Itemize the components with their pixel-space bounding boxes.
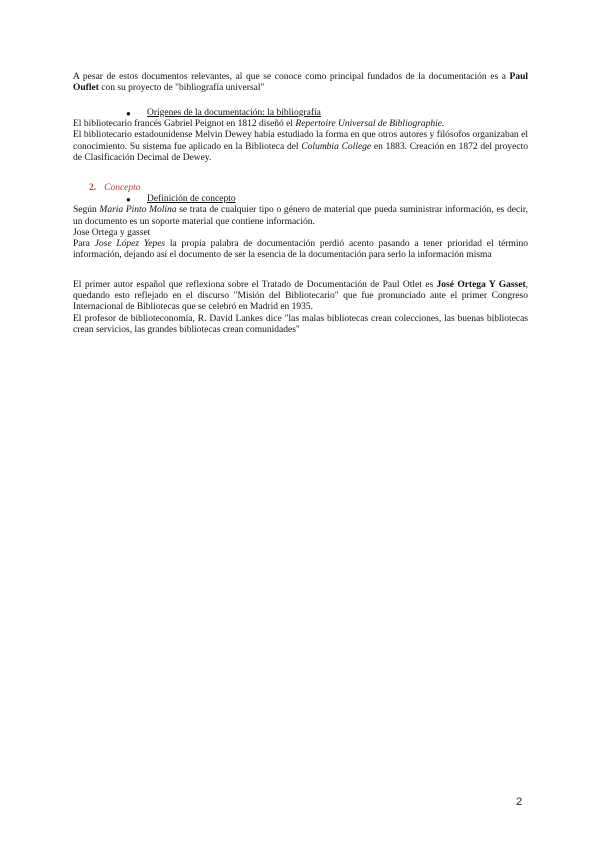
concepto-heading [73, 183, 528, 194]
definition-text: se trata de cualquier tipo o género de material que pueda suministrar información, es decir, un documento es un soporte material que contiene información. [73, 205, 529, 227]
page-number: 2 [516, 796, 523, 808]
ortega-line: Jose Ortega y gasset [73, 227, 151, 238]
peignot-text: El bibliotecario francés Gabriel Peignot en 1812 diseñó el [73, 119, 296, 130]
lopez-yepes-paragraph [73, 239, 528, 261]
intro-paragraph [73, 72, 528, 94]
columbia-college: Columbia College [301, 141, 372, 152]
repertoire-title: Repertoire Universal de Bibliographie. [295, 119, 445, 130]
ortega-text: El primer autor español que reflexiona sobre el Tratado de Documentación de Paul Otlet es [73, 280, 437, 290]
origenes-title: Orígenes de la documentación: la bibliografía [147, 108, 321, 118]
bullet-icon: ● [126, 109, 131, 118]
heading-number: 2. [89, 183, 97, 193]
concepto-section [73, 183, 528, 261]
peignot-line [73, 119, 528, 130]
pinto-molina-name: Maria Pinto Molina [99, 205, 177, 216]
ortega-paragraph [73, 280, 528, 314]
pinto-molina-paragraph [73, 205, 528, 227]
heading-title: Concepto [104, 183, 141, 193]
ortega-section [73, 280, 528, 336]
origenes-bullet-item [73, 108, 528, 119]
origenes-section [73, 108, 528, 164]
lopez-yepes-text: la propia palabra de documentación perdió acento pasando a tener prioridad el término información, dejando así el documento de ser la esencia de la documentación para serlo la información misma [73, 239, 528, 261]
ortega-text-end: , quedando esto reflejado en el discurso "Misión del Bibliotecario" que fue pronunciado ante el primer Congreso Internacional de Bibliotecas que se celebró en Madrid en 1935. [73, 280, 529, 313]
definicion-title: Definición de concepto [147, 194, 236, 205]
intro-text: A pesar de estos documentos relevantes, al que se conoce como principal fundados de la documentación es a [73, 72, 510, 82]
dewey-paragraph [73, 130, 528, 164]
ortega-name: José Ortega Y Gasset [436, 280, 526, 290]
bullet-icon: ● [126, 195, 131, 205]
dewey-text: El bibliotecario estadounidense Melvin Dewey había estudiado la forma en que otros autores y filósofos organizaban el conocimiento. Su sistema fue aplicado en la Biblioteca del [73, 130, 528, 152]
lankes-paragraph: El profesor de biblioteconomía, R. David Lankes dice "las malas bibliotecas crean colecciones, las buenas bibliotecas crean servicios, las grandes bibliotecas crean comunidades" [73, 313, 528, 335]
lopez-yepes-name: Jose López Yepes [94, 239, 166, 250]
definicion-bullet-item [73, 194, 528, 205]
intro-text-end: con su proyecto de "bibliografía universal" [98, 83, 265, 94]
segun-text: Según [73, 205, 100, 216]
paul-otlet-name: Paul Ouflet [73, 72, 528, 94]
dewey-text-end: en 1883. Creación en 1872 del proyecto de Clasificación Decimal de Dewey. [73, 141, 528, 163]
para-text: Para [73, 239, 95, 250]
